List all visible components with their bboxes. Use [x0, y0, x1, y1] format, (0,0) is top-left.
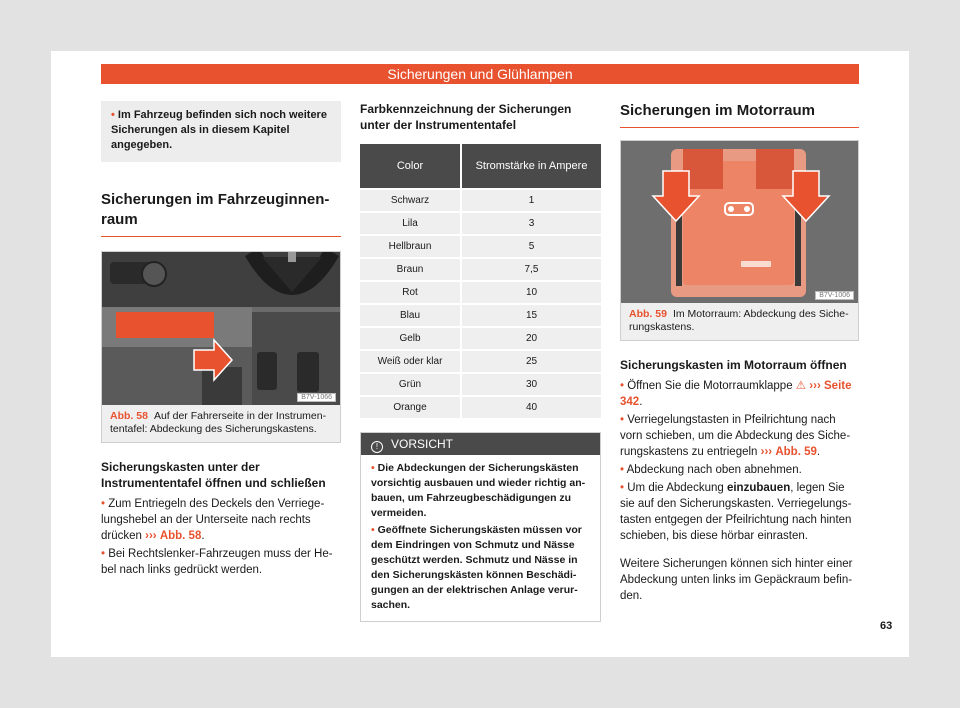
fusebox-illustration: [621, 141, 858, 303]
fuse-color-table: [360, 142, 601, 420]
cell-ampere: 7,5: [460, 259, 601, 280]
subheading-engine-open: Sicherungskasten im Motorraum öffnen: [620, 358, 847, 372]
bullet-icon: •: [371, 524, 375, 536]
subheading-open-close: Sicherungskasten unter der Instrumententafel öffnen und schließen: [101, 460, 326, 490]
list-item: [371, 523, 590, 613]
item-text: Verriegelungstasten in Pfeilrichtung nach vorn schieben, um die Abdeckung des Sicherungskastens zu entriegeln: [620, 414, 851, 458]
cell-color: Schwarz: [360, 190, 460, 211]
cell-color: Blau: [360, 305, 460, 326]
warning-title: VORSICHT: [391, 437, 454, 451]
cell-color: Rot: [360, 282, 460, 303]
link-arrow-icon: ›››: [145, 530, 157, 542]
bullet-icon: •: [371, 462, 375, 474]
table-row: [360, 282, 601, 303]
cell-color: Braun: [360, 259, 460, 280]
item-text: Bei Rechtslenker-Fahrzeugen muss der Hebel nach links gedrückt werden.: [101, 548, 333, 576]
figure-59-caption: [621, 303, 858, 340]
cell-ampere: 40: [460, 397, 601, 418]
link-abb-58[interactable]: Abb. 58: [159, 530, 202, 542]
bullet-icon: •: [101, 548, 106, 560]
link-arrow-icon: ›››: [760, 446, 773, 458]
item-end: .: [201, 530, 205, 542]
note-text: Im Fahrzeug befinden sich noch weitere Sicherungen als in diesem Kapitel angegeben.: [111, 109, 327, 151]
figure-tag: Abb. 58: [110, 410, 148, 422]
cell-ampere: 20: [460, 328, 601, 349]
item-bold-text: einzubauen: [726, 482, 791, 494]
bullet-icon: •: [620, 464, 625, 476]
cell-color: Weiß oder klar: [360, 351, 460, 372]
column-right: [620, 101, 859, 604]
cell-ampere: 3: [460, 213, 601, 234]
table-row: [360, 305, 601, 326]
column-middle: [360, 101, 601, 622]
warning-item-text: Geöffnete Sicherungskästen müssen vor dem Eindringen von Schmutz und Nässe geschützt werden. Schmutz und Nässe in den Sicherungskästen können Beschädigungen an der elektrischen Anlage verursachen.: [371, 524, 582, 611]
figure-59-image: [621, 141, 858, 303]
table-header-ampere: Stromstärke in Ampere: [460, 144, 601, 188]
note-box: [101, 101, 341, 162]
cell-ampere: 10: [460, 282, 601, 303]
bullet-icon: •: [620, 380, 625, 392]
chapter-header: Sicherungen und Glühlampen: [101, 64, 859, 84]
warning-box: [360, 432, 601, 622]
table-row: [360, 351, 601, 372]
table-row: [360, 328, 601, 349]
item-end: .: [816, 446, 821, 458]
list-item: [101, 496, 341, 544]
item-text: Zum Entriegeln des Deckels den Verriegelungshebel an der Unterseite nach rechts drücken: [101, 498, 325, 542]
page-number: 63: [880, 620, 893, 632]
heading-line-1: Sicherungen im Fahrzeuginnen-: [101, 191, 330, 208]
cell-ampere: 15: [460, 305, 601, 326]
table-heading: Farbkennzeichnung der Sicherungen unter der Instrumententafel: [360, 102, 572, 132]
caption-text: Im Motorraum: Abdeckung des Sicherungskastens.: [629, 308, 849, 333]
table-row: [360, 259, 601, 280]
figure-tag: Abb. 59: [629, 308, 667, 320]
section-heading-engine: Sicherungen im Motorraum: [620, 101, 859, 128]
list-item: [620, 462, 859, 478]
caption-text: Auf der Fahrerseite in der Instrumententafel: Abdeckung des Sicherungskastens.: [110, 410, 327, 435]
cell-ampere: 25: [460, 351, 601, 372]
warning-triangle-icon: ⚠: [795, 380, 807, 392]
figure-58-image: [102, 252, 340, 405]
table-row: [360, 213, 601, 234]
list-item: [620, 378, 859, 410]
cell-ampere: 5: [460, 236, 601, 257]
cell-color: Orange: [360, 397, 460, 418]
cell-color: Lila: [360, 213, 460, 234]
table-row: [360, 236, 601, 257]
link-abb-59[interactable]: Abb. 59: [775, 446, 817, 458]
bullet-icon: •: [101, 498, 106, 510]
item-text: Öffnen Sie die Motorraumklappe: [627, 380, 796, 392]
section-heading-interior: [101, 190, 341, 237]
link-arrow-icon: ›››: [809, 380, 821, 392]
cell-color: Hellbraun: [360, 236, 460, 257]
list-item: [101, 546, 341, 578]
bullet-icon: •: [620, 414, 625, 426]
bullet-icon: •: [620, 482, 625, 494]
table-row: [360, 397, 601, 418]
column-left: [101, 101, 341, 578]
item-text: , legen Sie sie auf den Sicherungskasten. Verriegelungstasten entgegen der Pfeilrichtung nach hinten schieben, bis diese hörbar einrasten.: [620, 482, 852, 542]
link-page-342[interactable]: Seite 342: [620, 380, 852, 408]
figure-59: [620, 140, 859, 341]
figure-code: B7V-1006: [815, 291, 854, 300]
list-item: [620, 412, 859, 460]
warning-body: [361, 455, 600, 621]
heading-line-2: raum: [101, 211, 138, 228]
item-text: Abdeckung nach oben abnehmen.: [626, 464, 802, 476]
bullet-icon: •: [111, 109, 115, 121]
list-item: [371, 461, 590, 521]
item-end: .: [639, 396, 643, 408]
table-header-color: Color: [360, 144, 460, 188]
figure-code: B7V-1066: [297, 393, 336, 402]
cell-color: Gelb: [360, 328, 460, 349]
table-row: [360, 190, 601, 211]
figure-58: [101, 251, 341, 443]
list-item: [620, 480, 859, 544]
figure-58-caption: [102, 405, 340, 442]
cell-ampere: 30: [460, 374, 601, 395]
cell-color: Grün: [360, 374, 460, 395]
dashboard-illustration: [102, 252, 340, 405]
closing-paragraph: Weitere Sicherungen können sich hinter einer Abdeckung unten links im Gepäckraum befinden.: [620, 558, 853, 602]
cell-ampere: 1: [460, 190, 601, 211]
caution-icon: !: [371, 441, 383, 453]
warning-item-text: Die Abdeckungen der Sicherungskästen vorsichtig ausbauen und wieder richtig anbauen, um Fahrzeugbeschädigungen zu vermeiden.: [371, 462, 586, 519]
table-row: [360, 374, 601, 395]
warning-header: [361, 433, 600, 455]
item-text: Um die Abdeckung: [627, 482, 727, 494]
